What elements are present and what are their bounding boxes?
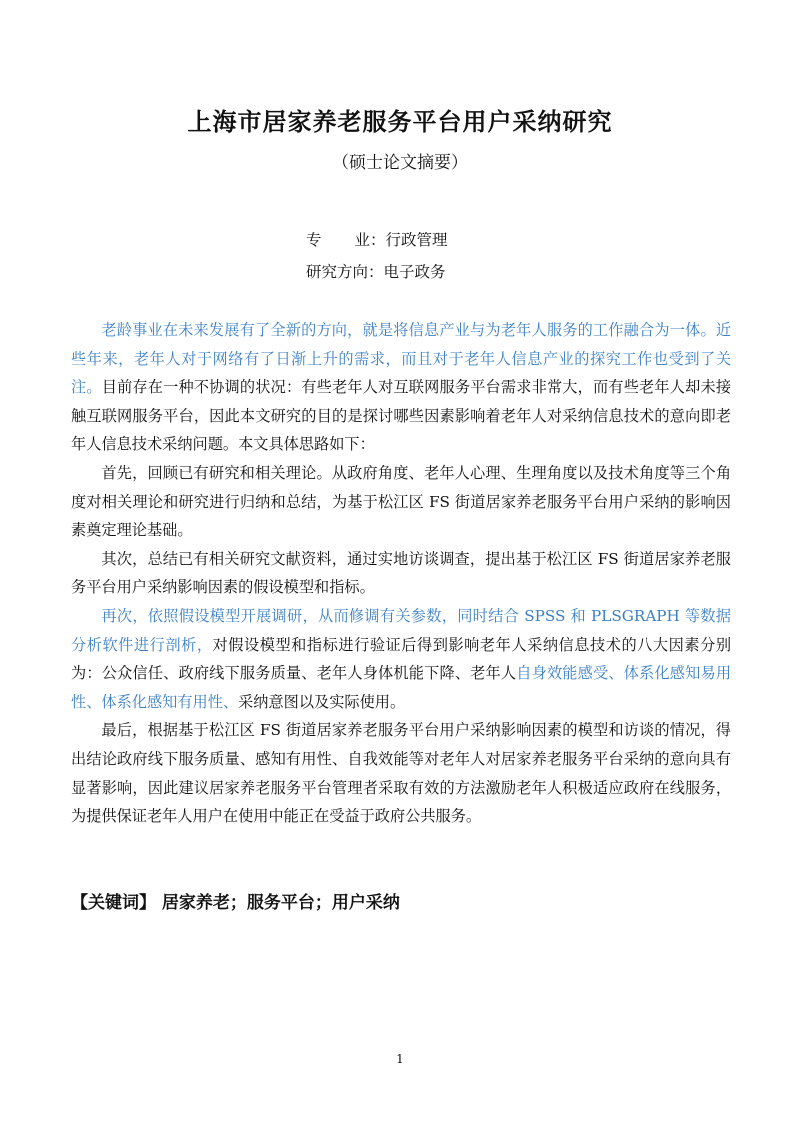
major-line — [306, 228, 448, 250]
keywords-label: 【关键词】 — [71, 893, 156, 913]
paragraph-2: 首先，回顾已有研究和相关理论。从政府角度、老年人心理、生理角度以及技术角度等三个角度对相关理论和研究进行归纳和总结，为基于松江区 FS 街道居家养老服务平台用户采纳的影响因素奠定理论基础。 — [71, 463, 731, 540]
keywords-list: 居家养老；服务平台；用户采纳 — [156, 893, 400, 913]
direction-label: 研究方向 — [306, 263, 369, 281]
paragraph-4-highlight-2: 自身效能感受、体系化感知易用性、体系化感知有用性、 — [71, 664, 732, 711]
paragraph-1-text: 目前存在一种不协调的状况：有些老年人对互联网服务平台需求非常大，而有些老年人却未接触互联网服务平台，因此本文研究的目的是探讨哪些因素影响着老年人对采纳信息技术的意向即老年人信息技术采纳问题。本文具体思路如下： — [71, 378, 732, 454]
major-value: ：行政管理 — [370, 231, 448, 249]
abstract-body — [71, 316, 731, 831]
paragraph-3: 其次，总结已有相关研究文献资料，通过实地访谈调查，提出基于松江区 FS 街道居家养老服务平台用户采纳影响因素的假设模型和指标。 — [71, 549, 731, 597]
keywords-line — [71, 888, 731, 913]
document-title: 上海市居家养老服务平台用户采纳研究 — [187, 108, 613, 136]
paragraph-5: 最后，根据基于松江区 FS 街道居家养老服务平台用户采纳影响因素的模型和访谈的情况，得出结论政府线下服务质量、感知有用性、自我效能等对老年人对居家养老服务平台采纳的意向具有显著影响，因此建议居家养老服务平台管理者采取有效的方法激励老年人积极适应政府在线服务，为提供保证老年人用户在使用中能正在受益于政府公共服务。 — [71, 721, 731, 826]
major-label: 专业 — [306, 231, 370, 249]
paragraph-4-highlight-1: 再次，依照假设模型开展调研，从而修调有关参数，同时结合 SPSS 和 PLSGRAPH 等数据分析软件进行剖析， — [71, 606, 731, 654]
paragraph-1-highlight: 老龄事业在未来发展有了全新的方向，就是将信息产业与为老年人服务的工作融合为一体。近些年来，老年人对于网络有了日渐上升的需求，而且对于老年人信息产业的探究工作也受到了关注。 — [71, 321, 731, 397]
paragraph-4-text-1: 对假设模型和指标进行验证后得到影响老年人采纳信息技术的八大因素分别为：公众信任、政府线下服务质量、老年人身体机能下降、老年人 — [71, 635, 732, 683]
paragraph-4-text-2: 采纳意图以及实际使用。 — [238, 692, 406, 711]
document-subtitle: （硕士论文摘要） — [332, 153, 468, 173]
paragraph-4 — [71, 602, 731, 716]
paragraph-1 — [71, 316, 731, 459]
direction-value: ：电子政务 — [368, 263, 446, 281]
research-direction-line — [306, 260, 446, 282]
page-number: 1 — [396, 1052, 404, 1066]
